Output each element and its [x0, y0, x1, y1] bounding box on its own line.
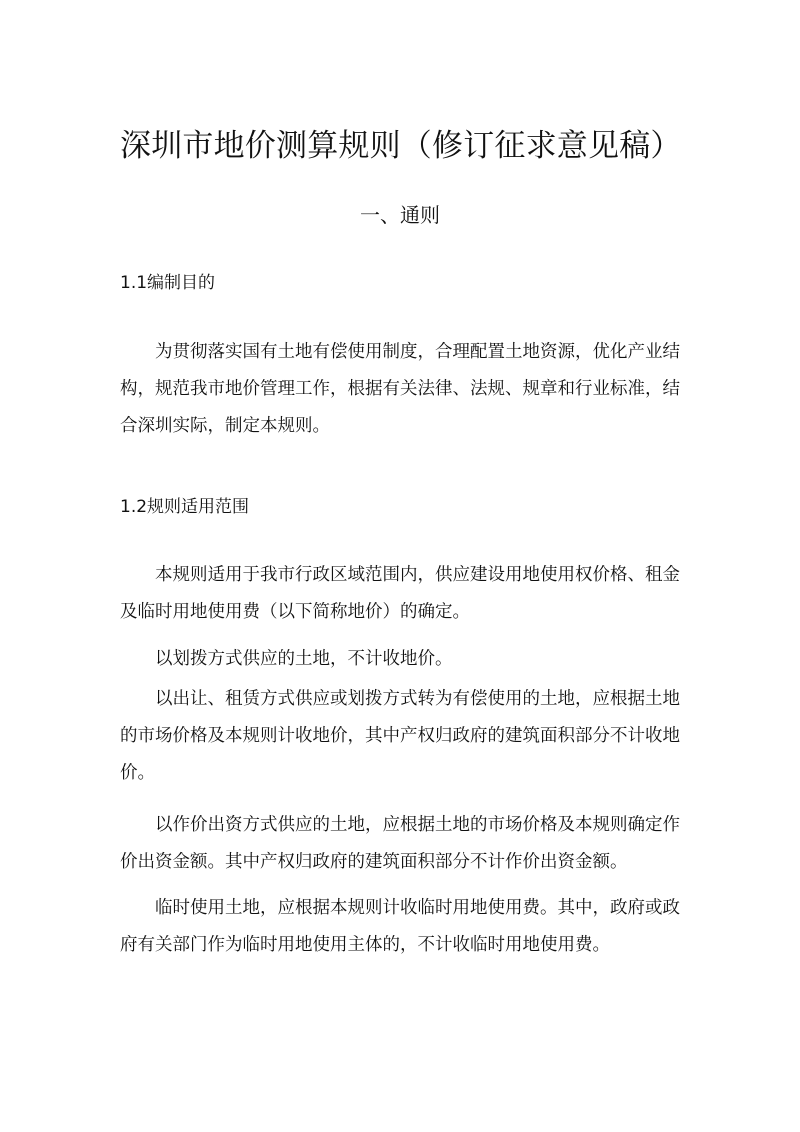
paragraph-purpose: 为贯彻落实国有土地有偿使用制度，合理配置土地资源，优化产业结构，规范我市地价管理工作，根据有关法律、法规、规章和行业标准，结合深圳实际，制定本规则。	[120, 342, 680, 436]
paragraph-scope-applicability: 本规则适用于我市行政区域范围内，供应建设用地使用权价格、租金及临时用地使用费（以下简称地价）的确定。	[120, 565, 680, 622]
paragraph-transfer-lease-fee: 以出让、租赁方式供应或划拨方式转为有偿使用的土地，应根据土地的市场价格及本规则计收地价，其中产权归政府的建筑面积部分不计收地价。	[120, 689, 680, 783]
paragraph-allocation-no-fee: 以划拨方式供应的土地，不计收地价。	[155, 649, 453, 669]
section-heading-purpose: 1.1编制目的	[120, 273, 216, 293]
paragraph-temporary-land-use: 临时使用土地，应根据本规则计收临时用地使用费。其中，政府或政府有关部门作为临时用地使用主体的，不计收临时用地使用费。	[120, 898, 680, 955]
section-heading-scope: 1.2规则适用范围	[120, 497, 250, 517]
document-title: 深圳市地价测算规则（修订征求意见稿）	[120, 128, 682, 164]
paragraph-capital-contribution: 以作价出资方式供应的土地，应根据土地的市场价格及本规则确定作价出资金额。其中产权归政府的建筑面积部分不计作价出资金额。	[120, 815, 680, 872]
chapter-heading: 一、通则	[360, 203, 440, 227]
